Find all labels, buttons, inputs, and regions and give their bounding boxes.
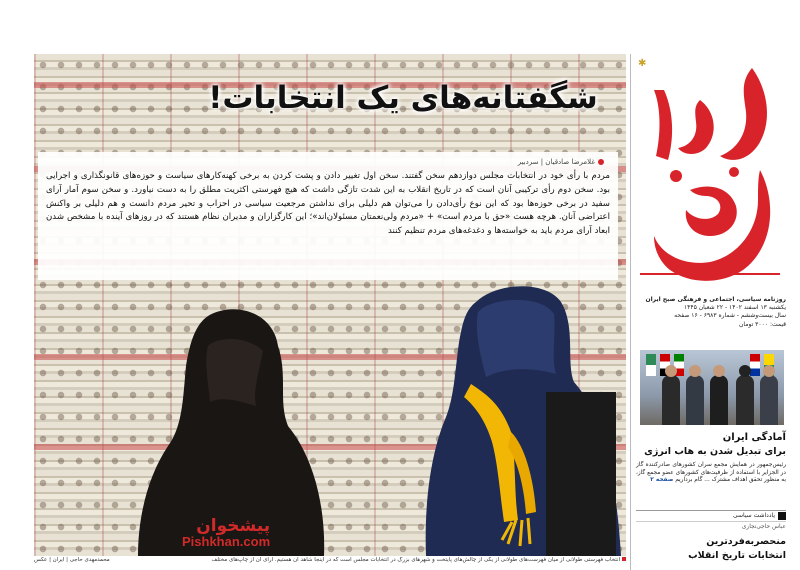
javan-logo (640, 60, 780, 288)
photo-caption: انتخاب فهرستی طولانی از میان فهرست‌های طولانی از یکی از چالش‌های پایتخت و شهرهای بزرگ در انتخابات مجلس است که در اینجا شاهد آن هستیم. آرای آن از چاپ‌های مختلف محمدمهدی حاجی | ایران | عکس (34, 557, 626, 563)
side-news-title-1: آمادگی ایران (722, 432, 786, 443)
main-story (34, 54, 626, 570)
headline: شگفتانه‌های یک انتخابات! (208, 80, 598, 116)
watermark-fa: پیشخوان (196, 516, 271, 536)
side-news-title-2: برای تبدیل شدن به هاب انرژی (644, 446, 786, 457)
byline: غلامرضا صادقیان | سردبیر (46, 158, 604, 166)
star-icon: ✱ (638, 58, 647, 69)
column-author: عباس حاجی‌نجاری (741, 524, 786, 530)
masthead-info: روزنامه سیاسی، اجتماعی و فرهنگی صبح ایران یکشنبه ۱۳ اسفند ۱۴۰۲ - ۲۲ شعبان ۱۴۴۵ سال بیست‌وششم - شماره ۶۹۸۳ - ۱۶ صفحه قیمت: ۳۰۰۰ تومان (645, 296, 786, 328)
woman-navy-hijab (416, 282, 621, 556)
lead-panel (38, 152, 618, 280)
masthead (636, 54, 786, 294)
lead-paragraph: مردم با رأی خود در انتخابات مجلس دوازدهم سخن گفتند. سخن اول تغییر دادن و پشت کردن به برخی کهنه‌کارهای سیاست و حوزه‌های قانونگذاری و اجرایی بود. سخن دوم رأی ترکیبی آنان است که در تاریخ انقلاب به این شدت تازگی داشت که هیچ فهرستی اکثریت مطلق را به دست نیاورد. و سخن سوم آمار آرای سفید در برخی حوزه‌ها بود که این نوع رأی‌دادن را می‌توان هم دلیلی برای نداشتن مرجعیت سیاسی در احزاب و تحیر مردم دانست و هم دلیلی بر واکنش اعتراضی آنان. هرچه هست «حق با مردم است» + «مردم ولی‌نعمتان مسئولان‌اند»؛ این کارگزاران و مدیران نظام هستند که در روزهای آینده با مشخص شدن ابعاد آرای مردم باید به خواسته‌ها و دغدغه‌های مردم تنظیم کنند (46, 171, 610, 237)
photo-credit: محمدمهدی حاجی | ایران | عکس (34, 557, 110, 563)
section-mark-icon (778, 512, 786, 520)
headline-box (188, 80, 618, 116)
caption-mark-icon (622, 557, 626, 561)
section-bar: یادداشت سیاسی (636, 510, 786, 522)
side-news-page-ref[interactable]: صفحه ۲ (650, 477, 674, 484)
side-news-body: رئیس‌جمهور در همایش مجمع سران کشورهای صادرکننده گاز در الجزایر با استفاده از ظرفیت‌های کشورهای عضو مجمع گاز، به منظور تحقق اهداف مشترک ... گام برداریم صفحه ۲ (636, 462, 786, 484)
column-title-2: انتخابات تاریخ انقلاب (688, 550, 786, 561)
bullet-icon (598, 159, 604, 165)
summit-photo (640, 350, 784, 425)
pishkhan-watermark (182, 516, 270, 549)
column-divider (630, 54, 631, 570)
lead-photo (34, 54, 626, 556)
watermark-en: Pishkhan.com (182, 534, 271, 549)
right-column (636, 54, 786, 570)
column-title-1: منحصربه‌فردترین (706, 536, 786, 547)
